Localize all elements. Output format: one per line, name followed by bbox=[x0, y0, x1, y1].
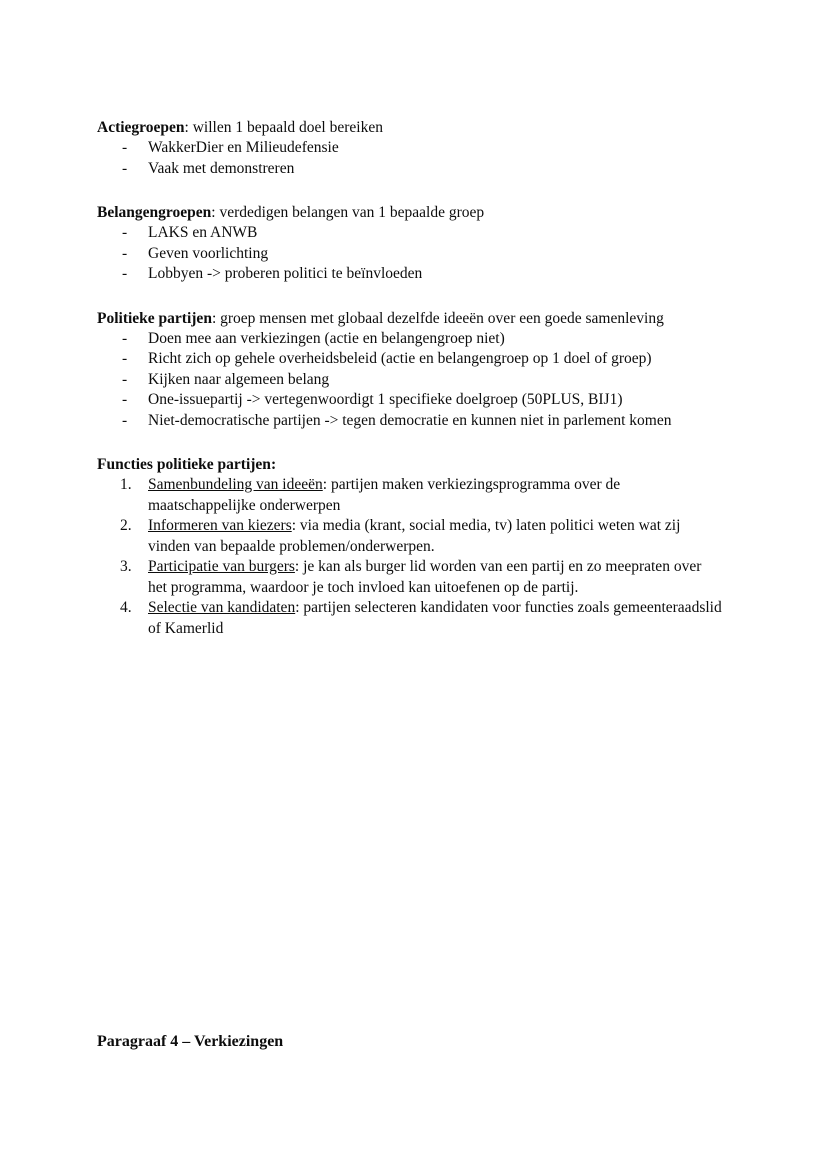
dash-marker: - bbox=[122, 159, 128, 177]
list-item-text: Vaak met demonstreren bbox=[148, 159, 295, 177]
list-item bbox=[97, 329, 722, 350]
dash-marker: - bbox=[122, 391, 128, 408]
section-functies-politieke-partijen bbox=[97, 455, 722, 639]
section-term: Functies politieke partijen bbox=[97, 456, 271, 473]
section-heading bbox=[97, 203, 722, 223]
dash-marker: - bbox=[122, 265, 128, 282]
list-item bbox=[97, 159, 722, 180]
section-term: Belangengroepen bbox=[97, 204, 212, 221]
section-heading bbox=[97, 118, 722, 138]
section-heading bbox=[97, 455, 722, 475]
list-item bbox=[97, 411, 722, 432]
list-item-text: Richt zich op gehele overheidsbeleid (actie en belangengroep op 1 doel of groep) bbox=[148, 350, 652, 367]
section-term: Actiegroepen bbox=[97, 119, 185, 136]
list-item-text: WakkerDier en Milieudefensie bbox=[148, 139, 339, 156]
section-heading bbox=[97, 309, 722, 329]
dash-list bbox=[97, 223, 722, 285]
list-item-separator: : bbox=[322, 476, 331, 493]
list-item-text: partijen selecteren kandidaten voor functies zoals gemeenteraadslid of Kamerlid bbox=[148, 599, 722, 637]
list-item bbox=[97, 516, 722, 557]
list-item bbox=[97, 349, 722, 370]
list-item-text: partijen maken verkiezingsprogramma over de maatschappelijke onderwerpen bbox=[148, 476, 621, 514]
list-item bbox=[97, 370, 722, 391]
numbered-list bbox=[97, 475, 722, 639]
list-item bbox=[97, 138, 722, 159]
document-body bbox=[97, 118, 722, 639]
list-item bbox=[97, 264, 722, 285]
list-item-term: Participatie van burgers bbox=[148, 558, 295, 575]
section-definition: groep mensen met globaal dezelfde ideeën over een goede samenleving bbox=[220, 309, 664, 327]
list-item bbox=[97, 557, 722, 598]
section-definition: verdedigen belangen van 1 bepaalde groep bbox=[219, 204, 485, 221]
list-item-term: Samenbundeling van ideeën bbox=[148, 476, 323, 493]
list-item-term: Selectie van kandidaten bbox=[148, 599, 296, 616]
list-item-separator: : bbox=[291, 517, 300, 534]
section-term: Politieke partijen bbox=[97, 309, 212, 327]
number-marker: 3. bbox=[120, 558, 132, 575]
list-item-text: Lobbyen -> proberen politici te beïnvloeden bbox=[148, 265, 423, 282]
list-item-text: Kijken naar algemeen belang bbox=[148, 370, 330, 388]
list-item-separator: : bbox=[294, 558, 304, 575]
section-separator: : bbox=[211, 309, 221, 327]
dash-marker: - bbox=[122, 244, 128, 262]
dash-list bbox=[97, 138, 722, 179]
list-item-term: Informeren van kiezers bbox=[148, 517, 292, 534]
section-definition: willen 1 bepaald doel bereiken bbox=[192, 119, 383, 136]
list-item-text: LAKS en ANWB bbox=[148, 224, 258, 241]
list-item bbox=[97, 223, 722, 244]
number-marker: 2. bbox=[120, 517, 132, 534]
list-item bbox=[97, 390, 722, 411]
list-item-text: One-issuepartij -> vertegenwoordigt 1 specifieke doelgroep (50PLUS, BIJ1) bbox=[148, 391, 623, 408]
list-item bbox=[97, 598, 722, 639]
list-item-text: Doen mee aan verkiezingen (actie en belangengroep niet) bbox=[148, 329, 505, 347]
dash-marker: - bbox=[122, 224, 128, 241]
paragraph-heading: Paragraaf 4 – Verkiezingen bbox=[97, 1033, 284, 1050]
section-actiegroepen bbox=[97, 118, 722, 179]
section-separator: : bbox=[211, 204, 220, 221]
section-separator: : bbox=[184, 119, 193, 136]
section-belangengroepen bbox=[97, 203, 722, 285]
dash-marker: - bbox=[122, 411, 128, 429]
list-item bbox=[97, 244, 722, 265]
section-politieke-partijen bbox=[97, 309, 722, 432]
list-item-text: Geven voorlichting bbox=[148, 244, 269, 262]
dash-marker: - bbox=[122, 329, 128, 347]
list-item-separator: : bbox=[295, 599, 304, 616]
number-marker: 4. bbox=[120, 599, 132, 616]
list-item-text: je kan als burger lid worden van een partij en zo meepraten over het programma, waardoor je toch invloed kan uitoefenen op de partij. bbox=[148, 558, 702, 596]
list-item-text: via media (krant, social media, tv) laten politici weten wat zij vinden van bepaalde problemen/onderwerpen. bbox=[148, 517, 681, 555]
dash-list bbox=[97, 329, 722, 432]
number-marker: 1. bbox=[120, 476, 132, 493]
dash-marker: - bbox=[122, 370, 128, 388]
section-separator: : bbox=[270, 456, 277, 473]
dash-marker: - bbox=[122, 350, 128, 367]
dash-marker: - bbox=[122, 139, 128, 156]
list-item-text: Niet-democratische partijen -> tegen democratie en kunnen niet in parlement komen bbox=[148, 411, 672, 429]
list-item bbox=[97, 475, 722, 516]
